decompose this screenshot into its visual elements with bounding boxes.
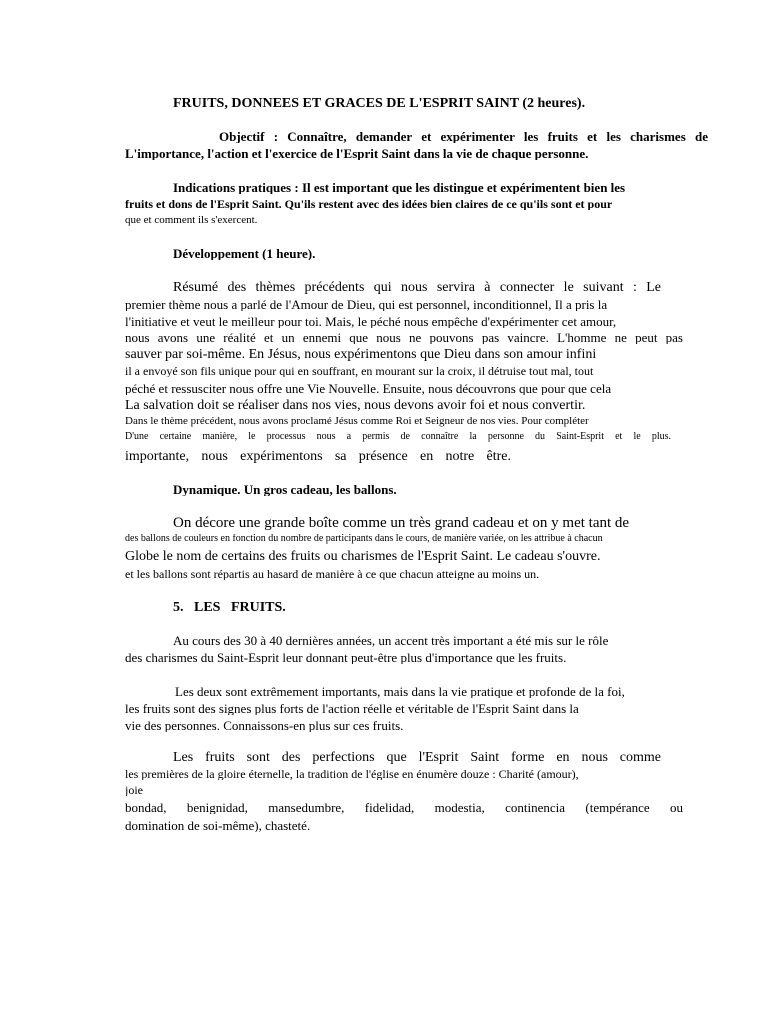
dynamique-line-4: et les ballons sont répartis au hasard de manière à ce que chacun atteigne au moins un.	[125, 568, 540, 580]
developpement-line-1: Résumé des thèmes précédents qui nous servira à connecter le suivant : Le	[173, 281, 661, 295]
developpement-line-7: péché et ressusciter nous offre une Vie Nouvelle. Ensuite, nous découvrons que pour que cela	[125, 382, 612, 395]
dynamique-line-1: On décore une grande boîte comme un très grand cadeau et on y met tant de	[173, 516, 630, 531]
developpement-line-4: nous avons une réalité et un ennemi que nous ne pouvons pas vaincre. L'homme ne peut pas	[125, 331, 683, 344]
developpement-line-6: il a envoyé son fils unique pour qui en souffrant, en mourant sur la croix, il détruise tout mal, tout	[125, 365, 594, 377]
fruits-para3-line-5: domination de soi-même), chasteté.	[125, 819, 311, 832]
fruits-heading: 5. LES FRUITS.	[173, 601, 286, 615]
developpement-line-3: l'initiative et veut le meilleur pour toi. Mais, le péché nous empêche d'expérimenter cet amour,	[125, 315, 617, 328]
fruits-para2-line-1: Les deux sont extrêmement importants, mais dans la vie pratique et profonde de la foi,	[175, 685, 625, 698]
developpement-heading: Développement (1 heure).	[173, 247, 316, 260]
fruits-para2-line-3: vie des personnes. Connaissons-en plus sur ces fruits.	[125, 719, 404, 732]
fruits-para3-line-4: bondad, benignidad, mansedumbre, fidelidad, modestia, continencia (tempérance ou	[125, 801, 683, 814]
dynamique-line-2: des ballons de couleurs en fonction du nombre de participants dans le cours, de manière variée, on les attribue à chacun	[125, 534, 603, 544]
developpement-line-9: Dans le thème précédent, nous avons proclamé Jésus comme Roi et Seigneur de nos vies. Pour compléter	[125, 416, 589, 427]
objectif-line-1: Objectif : Connaître, demander et expérimenter les fruits et les charismes de	[219, 130, 708, 143]
developpement-line-11: importante, nous expérimentons sa présence en notre être.	[125, 450, 511, 464]
developpement-line-5: sauver par soi-même. En Jésus, nous expérimentons que Dieu dans son amour infini	[125, 348, 597, 362]
indications-line-2: fruits et dons de l'Esprit Saint. Qu'ils restent avec des idées bien claires de ce qu'ils sont et pour	[125, 198, 613, 210]
developpement-line-8: La salvation doit se réaliser dans nos vies, nous devons avoir foi et nous convertir.	[125, 399, 586, 413]
indications-line-1: Indications pratiques : Il est important que les distingue et expérimentent bien les	[173, 181, 626, 194]
fruits-para2-line-2: les fruits sont des signes plus forts de l'action réelle et véritable de l'Esprit Saint dans la	[125, 702, 579, 715]
objectif-line-2: L'importance, l'action et l'exercice de l'Esprit Saint dans la vie de chaque personne.	[125, 147, 589, 160]
fruits-para3-line-3: joie	[125, 784, 143, 796]
fruits-para3-line-1: Les fruits sont des perfections que l'Esprit Saint forme en nous comme	[173, 751, 661, 765]
developpement-line-2: premier thème nous a parlé de l'Amour de Dieu, qui est personnel, inconditionnel, Il a pris la	[125, 298, 608, 311]
fruits-para1-line-2: des charismes du Saint-Esprit leur donnant peut-être plus d'importance que les fruits.	[125, 651, 567, 664]
fruits-para3-line-2: les premières de la gloire éternelle, la tradition de l'église en énumère douze : Charité (amour),	[125, 768, 579, 780]
document-title: FRUITS, DONNEES ET GRACES DE L'ESPRIT SAINT (2 heures).	[173, 97, 586, 111]
dynamique-heading: Dynamique. Un gros cadeau, les ballons.	[173, 483, 397, 496]
fruits-para1-line-1: Au cours des 30 à 40 dernières années, un accent très important a été mis sur le rôle	[173, 634, 609, 647]
developpement-line-10: D'une certaine manière, le processus nous a permis de connaître la personne du Saint-Esprit et le plus.	[125, 432, 671, 442]
dynamique-line-3: Globe le nom de certains des fruits ou charismes de l'Esprit Saint. Le cadeau s'ouvre.	[125, 550, 601, 564]
indications-line-3: que et comment ils s'exercent.	[125, 215, 258, 226]
